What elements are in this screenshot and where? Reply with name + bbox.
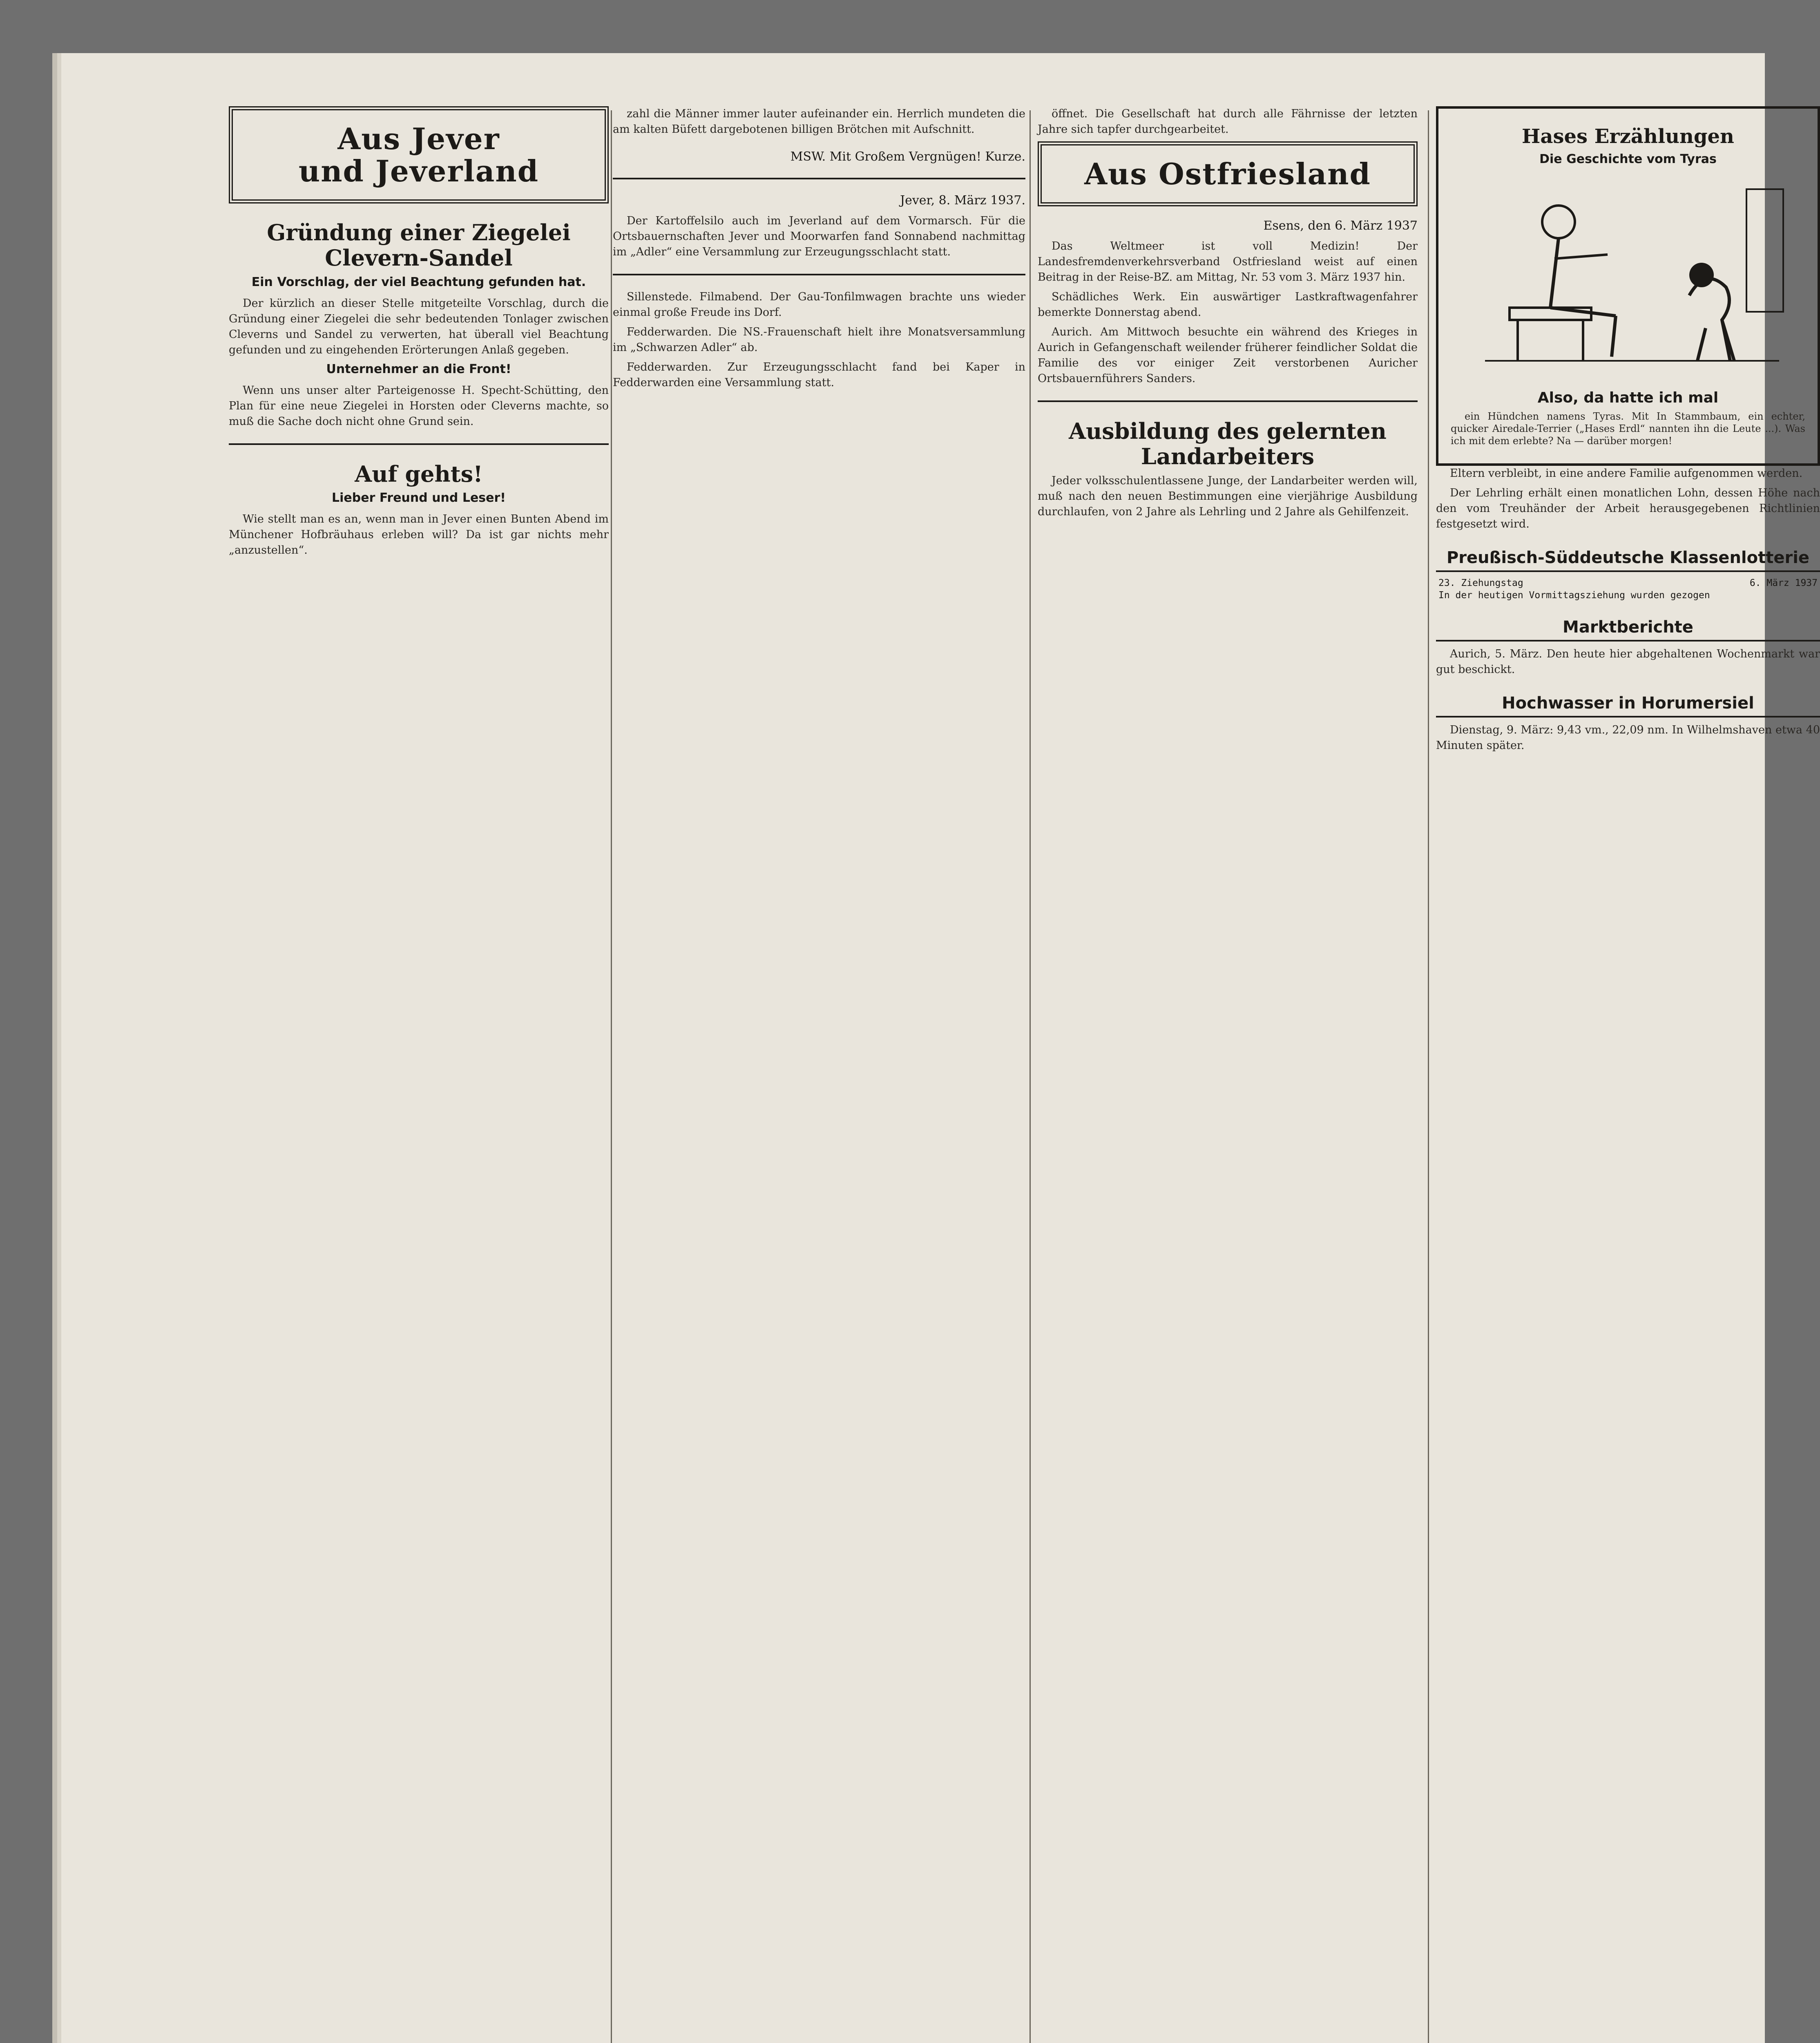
lottery-line: In der heutigen Vormittagsziehung wurden gezogen (1438, 590, 1710, 601)
article-paragraph: Wie stellt man es an, wenn man in Jever einen Bunten Abend im Münchener Hofbräuhaus erleben will? Da ist gar nichts mehr „anzustellen“. (229, 512, 609, 557)
story-subtitle: Die Geschichte vom Tyras (1539, 152, 1717, 166)
newspaper-page (61, 53, 1820, 2043)
article-paragraph: Jeder volksschulentlassene Junge, der Landarbeiter werden will, muß nach den neuen Bestimmungen eine vierjährige Ausbildung durchlaufen, von 2 Jahre als Lehrling und 2 Jahre als Gehilfenzeit. (1038, 474, 1418, 519)
lottery-draw: 23. Ziehungstag (1438, 578, 1523, 588)
section-title-frame (229, 106, 609, 203)
market-title: Marktberichte (1436, 618, 1820, 642)
article-paragraph: Aurich. Am Mittwoch besuchte ein während des Krieges in Aurich in Gefangenschaft weilender früherer feindlicher Soldat die Familie des vor einiger Zeit verstorbenen Auricher Ortsbauernführers Sanders. (1038, 326, 1418, 385)
article-paragraph: Der kürzlich an dieser Stelle mitgeteilte Vorschlag, durch die Gründung einer Ziegelei die sehr bedeutenden Tonlager zwischen Cleverns und Sandel zu verwerten, hat überall viel Beachtung gefunden und zu eingehenden Erörterungen Anlaß gegeben. (229, 297, 609, 356)
article-paragraph: zahl die Männer immer lauter aufeinander ein. Herrlich mundeten die am kalten Büfett dargebotenen billigen Brötchen mit Aufschnitt. (613, 107, 1025, 136)
column-rule (1029, 110, 1031, 2043)
divider (613, 274, 1025, 275)
flood-title: Hochwasser in Horumersiel (1436, 694, 1820, 718)
market-text: Aurich, 5. März. Den heute hier abgehaltenen Wochenmarkt war gut beschickt. (1436, 648, 1820, 676)
column-1 (229, 106, 609, 562)
lottery-date: 6. März 1937 (1749, 578, 1818, 588)
divider (229, 443, 609, 445)
dateline: Esens, den 6. März 1937 (1263, 219, 1418, 233)
illustration-man-and-dog (1460, 173, 1795, 385)
divider (613, 178, 1025, 179)
section-title: Aus Ostfriesland (1084, 156, 1371, 191)
divider (1038, 400, 1418, 402)
article-paragraph: Fedderwarden. Zur Erzeugungsschlacht fand bei Kaper in Fedderwarden eine Versammlung statt. (613, 361, 1025, 389)
column-rule (611, 110, 612, 2043)
article-paragraph: Fedderwarden. Die NS.-Frauenschaft hielt ihre Monatsversammlung im „Schwarzen Adler“ ab. (613, 326, 1025, 354)
article-subhead: Lieber Freund und Leser! (332, 490, 506, 505)
article-paragraph: Sillenstede. Filmabend. Der Gau-Tonfilmwagen brachte uns wieder einmal große Freude ins Dorf. (613, 291, 1025, 319)
article-headline: Ausbildung des gelernten Landarbeiters (1069, 418, 1387, 470)
article-paragraph: öffnet. Die Gesellschaft hat durch alle Fährnisse der letzten Jahre sich tapfer durchgearbeitet. (1038, 107, 1418, 136)
article-headline: Auf gehts! (355, 460, 483, 487)
article-subhead: Unternehmer an die Front! (326, 362, 511, 376)
story-title: Hases Erzählungen (1522, 125, 1734, 148)
article-paragraph: Wenn uns unser alter Parteigenosse H. Specht-Schütting, den Plan für eine neue Ziegelei in Horsten oder Cleverns machte, so muß die Sache doch nicht ohne Grund sein. (229, 384, 609, 428)
article-subheadline: Ein Vorschlag, der viel Beachtung gefunden hat. (251, 275, 586, 289)
article-paragraph: Schädliches Werk. Ein auswärtiger Lastkraftwagenfahrer bemerkte Donnerstag abend. (1038, 291, 1418, 319)
caption: Also, da hatte ich mal (1537, 389, 1719, 406)
column-2 (613, 106, 1025, 395)
dateline: Jever, 8. März 1937. (900, 193, 1025, 208)
story-box (1436, 106, 1820, 466)
article-paragraph: Der Kartoffelsilo auch im Jeverland auf dem Vormarsch. Für die Ortsbauernschaften Jever und Moorwarfen fand Sonnabend nachmittag im „Adler“ eine Versammlung zur Erzeugungsschlacht statt. (613, 215, 1025, 258)
section-title-1: Aus Jever (337, 121, 500, 156)
column-rule (1428, 110, 1429, 2043)
article-paragraph: Der Lehrling erhält einen monatlichen Lohn, dessen Höhe nach den vom Treuhänder der Arbeit herausgegebenen Richtlinien festgesetzt wird. (1436, 487, 1820, 530)
flood-text: Dienstag, 9. März: 9,43 vm., 22,09 nm. In Wilhelmshaven etwa 40 Minuten später. (1436, 724, 1820, 752)
article-paragraph: Eltern verbleibt, in eine andere Familie aufgenommen werden. (1450, 467, 1803, 480)
lottery-title: Preußisch-Süddeutsche Klassenlotterie (1436, 548, 1820, 572)
section-title-2: und Jeverland (298, 154, 539, 189)
article-paragraph: Das Weltmeer ist voll Medizin! Der Landesfremdenverkehrsverband Ostfriesland weist auf einen Beitrag in der Reise-BZ. am Mittag, Nr. 53 vom 3. März 1937 hin. (1038, 240, 1418, 284)
caption-text: ein Hündchen namens Tyras. Mit In Stammbaum, ein echter, quicker Airedale-Terrier („Hases Erdl“ nannten ihn die Leute ...). Was ich mit dem erlebte? Na — darüber morgen! (1451, 411, 1805, 447)
lottery-table (1436, 577, 1820, 601)
section-title-frame (1038, 141, 1418, 206)
article-headline: Gründung einer Ziegelei Clevern-Sandel (267, 219, 571, 271)
column-3 (1038, 106, 1418, 524)
signoff: MSW. Mit Großem Vergnügen! Kurze. (790, 150, 1025, 164)
column-4 (1436, 106, 1820, 758)
